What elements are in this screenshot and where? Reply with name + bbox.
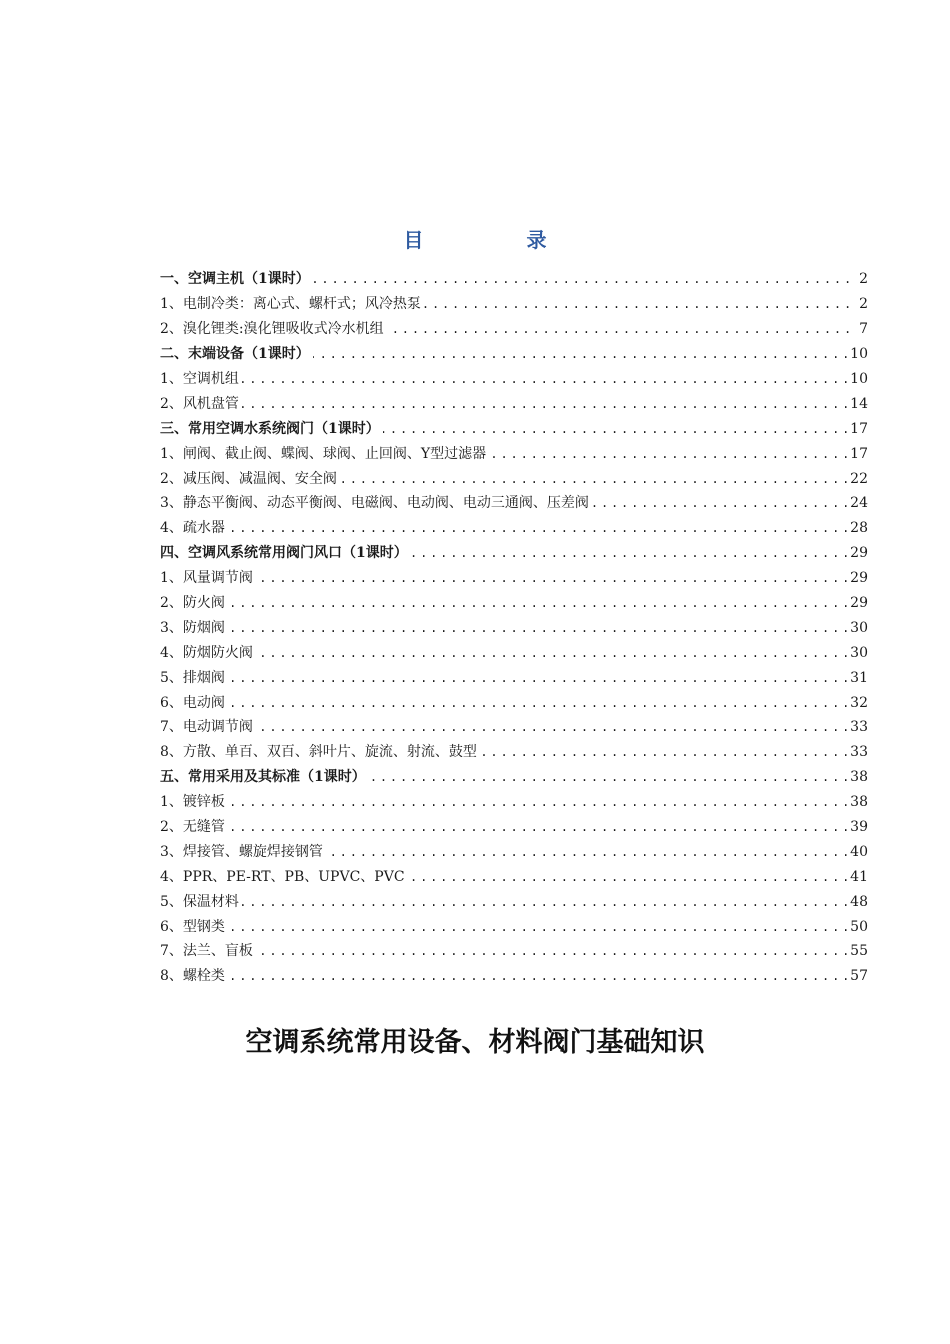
toc-subsection-entry[interactable]	[160, 391, 868, 416]
toc-subsection-entry[interactable]	[160, 591, 868, 616]
toc-dot-leader	[489, 447, 847, 461]
toc-title: 目 录	[403, 228, 595, 252]
toc-page-number: 22	[850, 470, 868, 487]
toc-page-number: 38	[850, 794, 868, 811]
toc-entry-label: 1、镀锌板	[160, 794, 225, 811]
toc-entry-label: 8、方散、单百、双百、斜叶片、旋流、射流、鼓型	[160, 744, 477, 761]
toc-dot-leader	[228, 820, 847, 834]
toc-subsection-entry[interactable]	[160, 914, 868, 939]
toc-entry-label: 1、闸阀、截止阀、蝶阀、球阀、止回阀、Y型过滤器	[160, 445, 487, 462]
toc-subsection-entry[interactable]	[160, 317, 868, 342]
toc-dot-leader	[242, 372, 847, 386]
toc-subsection-entry[interactable]	[160, 839, 868, 864]
toc-subsection-entry[interactable]	[160, 615, 868, 640]
toc-dot-leader	[383, 422, 847, 436]
toc-entry-label: 3、静态平衡阀、动态平衡阀、电磁阀、电动阀、电动三通阀、压差阀	[160, 495, 589, 512]
toc-entry-label: 一、空调主机（1课时）	[160, 271, 310, 288]
toc-page-number: 7	[859, 321, 868, 338]
toc-subsection-entry[interactable]	[160, 367, 868, 392]
toc-page-number: 48	[850, 893, 868, 910]
toc-entry-label: 3、焊接管、螺旋焊接钢管	[160, 843, 323, 860]
toc-page-number: 29	[850, 595, 868, 612]
toc-page-number: 50	[850, 918, 868, 935]
toc-entry-label: 5、保温材料	[160, 893, 239, 910]
toc-page-number: 10	[850, 371, 868, 387]
toc-subsection-entry[interactable]	[160, 939, 868, 964]
toc-subsection-entry[interactable]	[160, 292, 868, 317]
toc-page-number: 24	[850, 495, 868, 512]
toc-entry-label: 6、型钢类	[160, 918, 225, 935]
toc-entry-label: 1、风量调节阀	[160, 570, 253, 587]
toc-dot-leader	[592, 496, 847, 510]
toc-entry-label: 三、常用空调水系统阀门（1课时）	[160, 420, 380, 437]
toc-subsection-entry[interactable]	[160, 516, 868, 541]
toc-subsection-entry[interactable]	[160, 864, 868, 889]
toc-section-entry[interactable]	[160, 541, 868, 566]
toc-subsection-entry[interactable]	[160, 491, 868, 516]
toc-dot-leader	[256, 944, 847, 958]
toc-page-number: 38	[850, 769, 868, 786]
toc-entry-label: 2、溴化锂类:溴化锂吸收式冷水机组	[160, 321, 384, 338]
toc-page-number: 17	[850, 420, 868, 437]
toc-subsection-entry[interactable]	[160, 640, 868, 665]
toc-dot-leader	[313, 272, 849, 286]
toc-dot-leader	[242, 895, 847, 909]
toc-subsection-entry[interactable]	[160, 889, 868, 914]
toc-entry-label: 8、螺栓类	[160, 968, 225, 985]
toc-dot-leader	[256, 720, 847, 734]
toc-entry-label: 1、空调机组	[160, 371, 239, 387]
toc-dot-leader	[411, 546, 847, 560]
toc-page-number: 33	[850, 744, 868, 761]
toc-page-number: 39	[850, 819, 868, 836]
toc-entry-label: 2、防火阀	[160, 595, 225, 612]
toc-subsection-entry[interactable]	[160, 790, 868, 815]
toc-entry-label: 2、风机盘管	[160, 395, 239, 412]
toc-dot-leader	[387, 322, 849, 336]
document-title: 空调系统常用设备、材料阀门基础知识	[245, 1027, 705, 1058]
toc-entry-label: 5、排烟阀	[160, 669, 225, 686]
toc-section-entry[interactable]	[160, 765, 868, 790]
toc-dot-leader	[369, 770, 847, 784]
toc-entry-label: 4、PPR、PE-RT、PB、UPVC、PVC	[160, 868, 405, 885]
toc-page-number: 29	[850, 570, 868, 587]
toc-subsection-entry[interactable]	[160, 690, 868, 715]
toc-entry-label: 4、疏水器	[160, 520, 225, 537]
toc-dot-leader	[228, 521, 847, 535]
toc-page-number: 30	[850, 644, 868, 661]
toc-section-entry[interactable]	[160, 342, 868, 367]
toc-dot-leader	[313, 347, 847, 361]
toc-dot-leader	[480, 745, 847, 759]
toc-dot-leader	[256, 571, 847, 585]
toc-page-number: 31	[850, 669, 868, 686]
toc-entry-label: 2、无缝管	[160, 819, 225, 836]
toc-page-number: 14	[850, 395, 868, 412]
toc-dot-leader	[340, 472, 847, 486]
toc-subsection-entry[interactable]	[160, 815, 868, 840]
toc-page-number: 28	[850, 520, 868, 537]
toc-dot-leader	[326, 845, 847, 859]
toc-dot-leader	[242, 397, 847, 411]
toc-entry-label: 4、防烟防火阀	[160, 644, 253, 661]
toc-entry-label: 7、法兰、盲板	[160, 943, 253, 960]
toc-entry-label: 二、末端设备（1课时）	[160, 346, 310, 363]
toc-page-number: 10	[850, 346, 868, 363]
toc-dot-leader	[228, 671, 847, 685]
toc-subsection-entry[interactable]	[160, 566, 868, 591]
toc-dot-leader	[408, 870, 848, 884]
toc-page-number: 55	[850, 943, 868, 960]
toc-dot-leader	[228, 795, 847, 809]
toc-entry-label: 7、电动调节阀	[160, 719, 253, 736]
toc-dot-leader	[424, 297, 849, 311]
table-of-contents	[160, 267, 868, 989]
toc-dot-leader	[228, 621, 847, 635]
toc-dot-leader	[256, 646, 847, 660]
toc-page-number: 32	[850, 694, 868, 711]
toc-entry-label: 四、空调风系统常用阀门风口（1课时）	[160, 545, 408, 562]
toc-section-entry[interactable]	[160, 416, 868, 441]
toc-page-number: 57	[850, 968, 868, 985]
toc-subsection-entry[interactable]	[160, 665, 868, 690]
toc-page-number: 41	[850, 868, 868, 885]
toc-dot-leader	[228, 920, 847, 934]
toc-section-entry[interactable]	[160, 267, 868, 292]
toc-page-number: 40	[850, 843, 868, 860]
toc-subsection-entry[interactable]	[160, 441, 868, 466]
toc-dot-leader	[228, 696, 847, 710]
toc-page-number: 29	[850, 545, 868, 562]
toc-subsection-entry[interactable]	[160, 466, 868, 491]
toc-subsection-entry[interactable]	[160, 715, 868, 740]
toc-dot-leader	[228, 969, 847, 983]
toc-page-number: 17	[850, 445, 868, 462]
toc-page-number: 33	[850, 719, 868, 736]
toc-entry-label: 6、电动阀	[160, 694, 225, 711]
toc-entry-label: 1、电制冷类：离心式、螺杆式；风冷热泵	[160, 296, 421, 313]
toc-page-number: 2	[859, 296, 868, 313]
toc-entry-label: 2、减压阀、减温阀、安全阀	[160, 470, 337, 487]
toc-subsection-entry[interactable]	[160, 740, 868, 765]
toc-page-number: 30	[850, 619, 868, 636]
toc-page-number: 2	[859, 271, 868, 288]
toc-entry-label: 3、防烟阀	[160, 619, 225, 636]
toc-entry-label: 五、常用采用及其标准（1课时）	[160, 769, 366, 786]
toc-subsection-entry[interactable]	[160, 964, 868, 989]
toc-dot-leader	[228, 596, 847, 610]
